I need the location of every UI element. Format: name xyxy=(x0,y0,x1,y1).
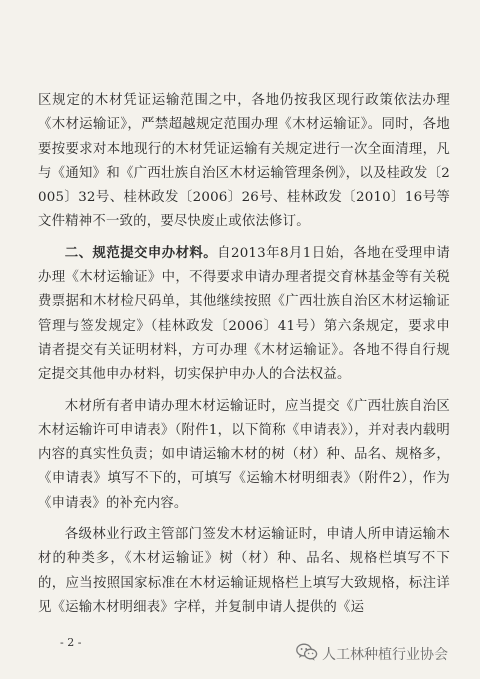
paragraph-4-text: 各级林业行政主管部门签发木材运输证时，申请人所申请运输木材的种类多，《木材运输证》树（材）种、品名、规格栏填写不下的，应当按照国家标准在木材运输证规格栏上填写大致规格，标注详见《运输木材明细表》字样，并复制申请人提供的《运 xyxy=(38,527,450,615)
paragraph-2 xyxy=(38,241,450,388)
watermark-text: 人工林种植行业协会 xyxy=(322,647,448,663)
wechat-icon xyxy=(296,643,318,665)
wechat-watermark xyxy=(296,643,448,665)
page-number: - 2 - xyxy=(60,636,82,649)
paragraph-2-text: 自2013年8月1日始，各地在受理申请办理《木材运输证》中，不得要求申请办理者提交育林基金等有关税费票据和木材检尺码单，其他继续按照《广西壮族自治区木材运输证管理与签发规定》（桂林政发〔2006〕41号）第六条规定，要求申请者提交有关证明材料，方可办理《木材运输证》。各地不得自行规定提交其他申办材料，切实保护申办人的合法权益。 xyxy=(38,245,451,383)
document-body xyxy=(38,88,450,626)
paragraph-3 xyxy=(38,394,450,516)
paragraph-4 xyxy=(38,522,450,620)
paragraph-1-text: 区规定的木材凭证运输范围之中，各地仍按我区现行政策依法办理《木材运输证》，严禁超越规定范围办理《木材运输证》。同时，各地要按要求对本地现行的木材凭证运输有关规定进行一次全面清理，凡与《通知》和《广西壮族自治区木材运输管理条例》，以及桂政发〔2005〕32号、桂林政发〔2006〕26号、桂林政发〔2010〕16号等文件精神不一致的，要尽快废止或依法修订。 xyxy=(38,93,450,230)
paragraph-1 xyxy=(38,88,450,235)
paragraph-3-text: 木材所有者申请办理木材运输证时，应当提交《广西壮族自治区木材运输许可申请表》（附件1，以下简称《申请表》），并对表内载明内容的真实性负责；如申请运输木材的树（材）种、品名、规格多，《申请表》填写不下的，可填写《运输木材明细表》（附件2），作为《申请表》的补充内容。 xyxy=(38,398,450,511)
section-heading: 二、规范提交申办材料。 xyxy=(64,244,218,261)
